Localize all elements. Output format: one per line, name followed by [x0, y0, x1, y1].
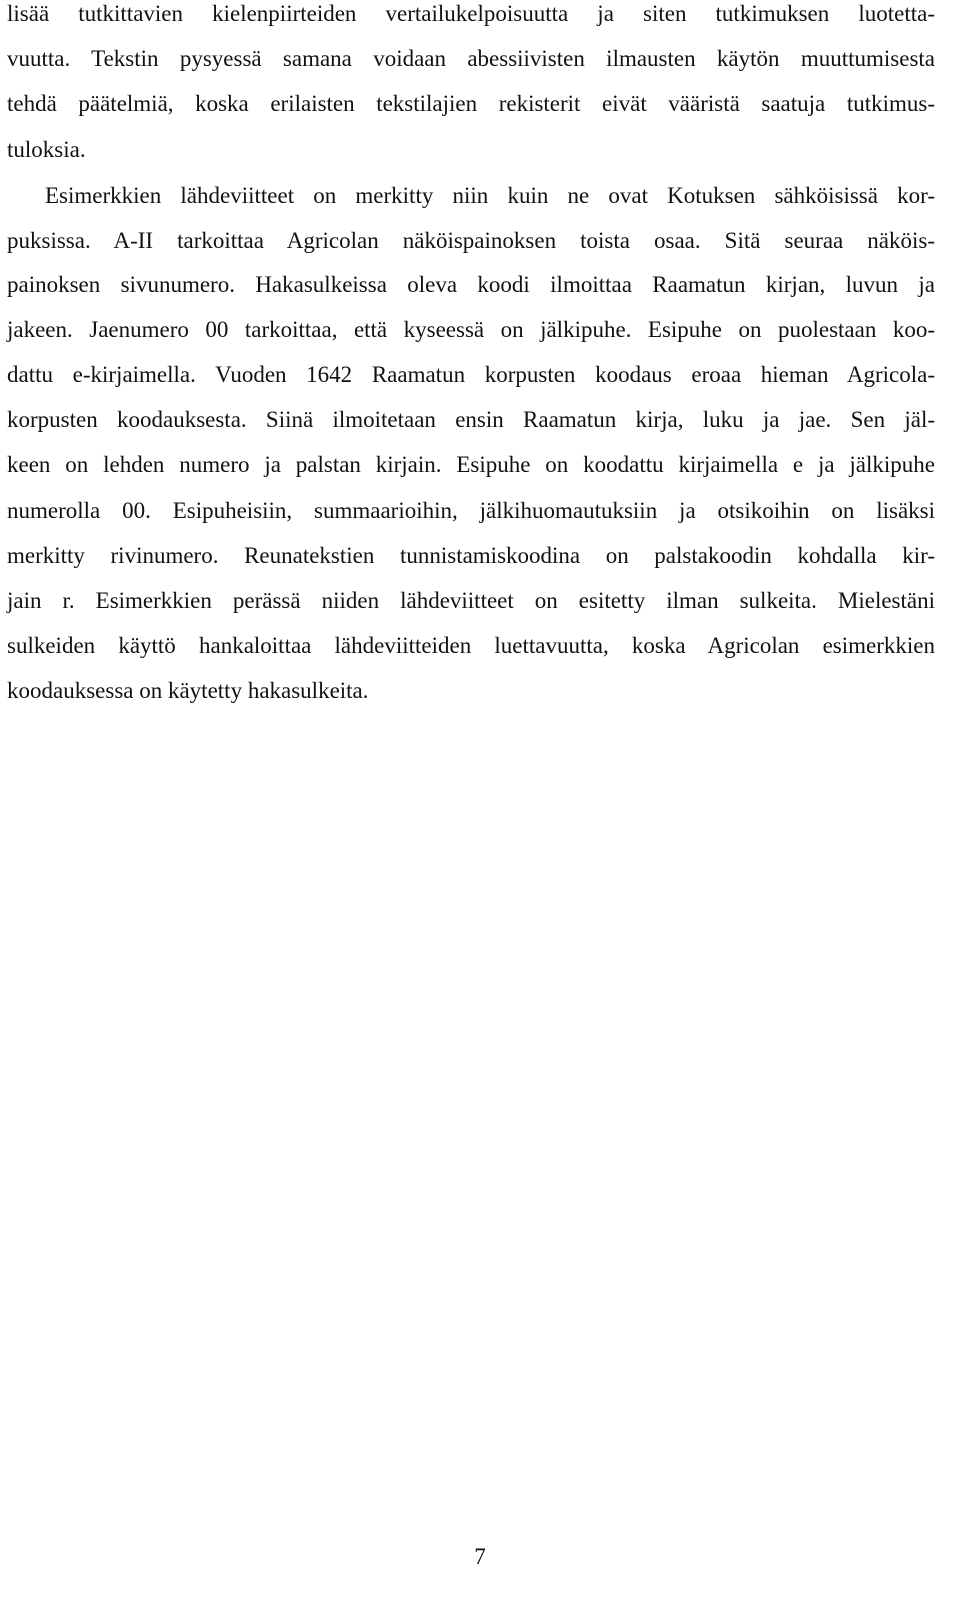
text-line: koodauksessa on käytetty hakasulkeita.: [7, 678, 369, 703]
text-line: dattu e-kirjaimella. Vuoden 1642 Raamatun korpusten koodaus eroaa hieman Agricola-: [7, 362, 935, 387]
text-line: painoksen sivunumero. Hakasulkeissa oleva koodi ilmoittaa Raamatun kirjan, luvun ja: [7, 272, 935, 297]
text-line: tehdä päätelmiä, koska erilaisten tekstilajien rekisterit eivät vääristä saatuja tutkimus-: [7, 91, 935, 116]
page-number: 7: [474, 1544, 486, 1569]
text-line: keen on lehden numero ja palstan kirjain. Esipuhe on koodattu kirjaimella e ja jälkipuhe: [7, 452, 935, 477]
text-line: tuloksia.: [7, 137, 86, 162]
text-line: sulkeiden käyttö hankaloittaa lähdeviitteiden luettavuutta, koska Agricolan esimerkkien: [7, 633, 935, 658]
text-line: korpusten koodauksesta. Siinä ilmoitetaan ensin Raamatun kirja, luku ja jae. Sen jäl-: [7, 407, 935, 432]
text-line: lisää tutkittavien kielenpiirteiden vertailukelpoisuutta ja siten tutkimuksen luotetta-: [7, 1, 935, 26]
text-line: merkitty rivinumero. Reunatekstien tunnistamiskoodina on palstakoodin kohdalla kir-: [7, 543, 935, 568]
text-line: jain r. Esimerkkien perässä niiden lähdeviitteet on esitetty ilman sulkeita. Mielestäni: [7, 588, 935, 613]
text-line: vuutta. Tekstin pysyessä samana voidaan abessiivisten ilmausten käytön muuttumisesta: [7, 46, 935, 71]
text-line: Esimerkkien lähdeviitteet on merkitty niin kuin ne ovat Kotuksen sähköisissä kor-: [45, 183, 935, 208]
text-line: jakeen. Jaenumero 00 tarkoittaa, että kyseessä on jälkipuhe. Esipuhe on puolestaan koo-: [7, 317, 935, 342]
text-line: puksissa. A-II tarkoittaa Agricolan näköispainoksen toista osaa. Sitä seuraa näköis-: [7, 228, 935, 253]
text-line: numerolla 00. Esipuheisiin, summaarioihin, jälkihuomautuksiin ja otsikoihin on lisäksi: [7, 498, 935, 523]
